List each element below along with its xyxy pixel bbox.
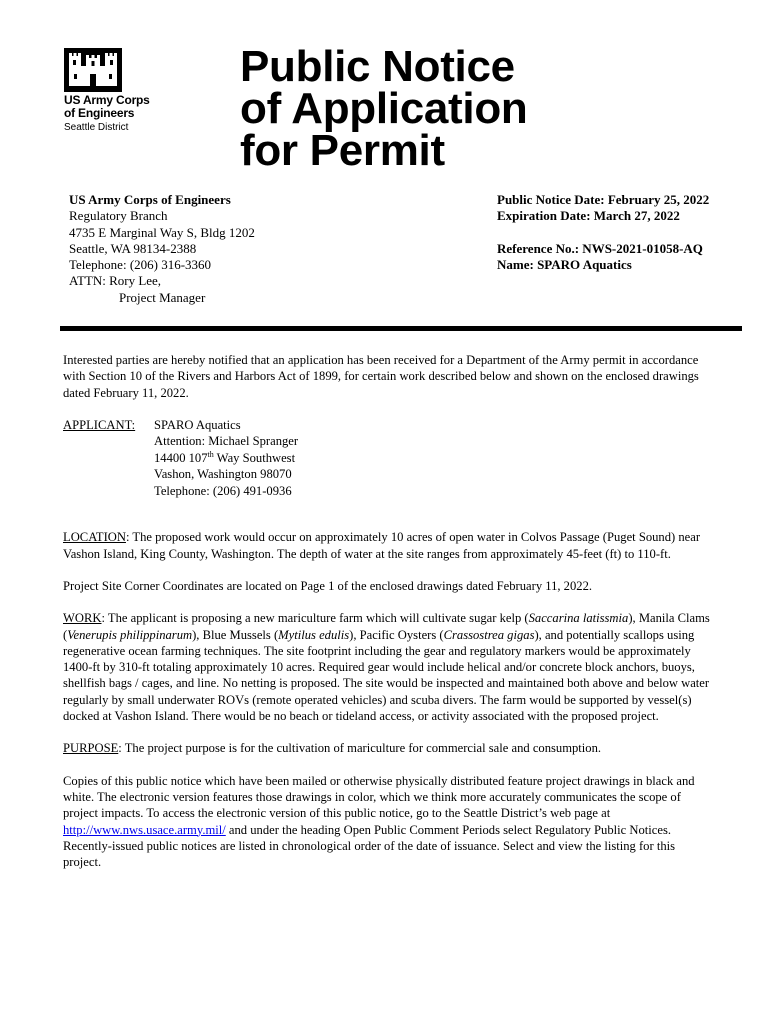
intro-paragraph: Interested parties are hereby notified that an application has been received for a Department of the Army permit in accordance with Section 10 of the Rivers and Harbors Act of 1899, for certain work described below and shown on the enclosed drawings dated February 11, 2022. (63, 353, 699, 400)
district-webpage-link[interactable]: http://www.nws.usace.army.mil/ (63, 822, 226, 837)
location-label: LOCATION (63, 530, 126, 545)
notice-body (63, 352, 713, 886)
contact-phone: Telephone: (206) 316-3360 (69, 257, 212, 273)
work-label: WORK (63, 611, 102, 626)
work-paragraph: WORK: The applicant is proposing a new mariculture farm which will cultivate sugar kelp (Saccarina latissmia), Manila Clams (Venerupis philippinarum), Blue Mussels (Mytilus edulis), Pacific Oysters (Crassostrea gigas), and potentially scallops using regenerative ocean farming techniques. The site footprint including the gear and regulatory markers would be approximately 1400-ft by 310-ft totaling approximately 10 acres. Required gear would include helical and/or concrete block anchors, buoys, shellfish bags / cages, and line. No netting is proposed. The site would be inspected and maintained both above and below water regularly by small underwater ROVs (remote operated vehicles) and scuba divers. The farm would be supported by vessel(s) docked at Vashon Island. There would be no beach or tideland access, or activity associated with the proposed project. (63, 611, 710, 724)
expiration-date: Expiration Date: March 27, 2022 (497, 208, 680, 224)
copies-paragraph: Copies of this public notice which have been mailed or otherwise physically distributed feature project drawings in black and white. The electronic version features those drawings in color, which we think more accurately communicates the scope of project impacts. To access the electronic version of this public notice, go to the Seattle District’s web page at http://www.nws.usace.army.mil/ and under the heading Open Public Comment Periods select Regulatory Public Notices. Recently-issued public notices are listed in chronological order of the date of issuance. Select and view the listing for this project. (63, 773, 695, 870)
contact-org: US Army Corps of Engineers (69, 192, 231, 207)
applicant-city: Vashon, Washington 98070 (154, 467, 292, 482)
castle-icon (64, 48, 122, 92)
applicant-name: SPARO Aquatics (154, 417, 241, 432)
usace-logo (64, 48, 174, 136)
purpose-paragraph: PURPOSE: The project purpose is for the cultivation of mariculture for commercial sale and consumption. (63, 741, 602, 756)
contact-attn: ATTN: Rory Lee, (69, 273, 162, 289)
coordinates-paragraph: Project Site Corner Coordinates are located on Page 1 of the enclosed drawings dated February 11, 2022. (63, 578, 593, 593)
title-line-2: of Application (240, 84, 528, 133)
logo-text-line1: US Army Corps (64, 93, 150, 107)
contact-city: Seattle, WA 98134-2388 (69, 240, 197, 256)
page-title (240, 42, 528, 175)
project-name: Name: SPARO Aquatics (497, 256, 632, 272)
title-line-1: Public Notice (240, 42, 515, 91)
logo-text-line2: of Engineers (64, 106, 135, 120)
applicant-attention: Attention: Michael Spranger (154, 434, 299, 449)
applicant-details (154, 417, 298, 500)
contact-branch: Regulatory Branch (69, 208, 168, 224)
contact-role: Project Manager (119, 289, 206, 305)
applicant-section (63, 417, 713, 500)
reference-number: Reference No.: NWS-2021-01058-AQ (497, 240, 703, 256)
notice-info-block (497, 192, 709, 273)
title-line-3: for Permit (240, 126, 445, 175)
header-divider (60, 326, 742, 331)
notice-date: Public Notice Date: February 25, 2022 (497, 192, 710, 207)
applicant-street: 14400 107th Way Southwest (154, 449, 296, 465)
purpose-label: PURPOSE (63, 741, 119, 756)
applicant-label: APPLICANT: (63, 417, 136, 432)
applicant-phone: Telephone: (206) 491-0936 (154, 483, 292, 498)
contact-block (69, 192, 255, 306)
location-paragraph: LOCATION: The proposed work would occur on approximately 10 acres of open water in Colvos Passage (Puget Sound) near Vashon Island, King County, Washington. The depth of water at the site ranges from approximately 45-feet (ft) to 110-ft. (63, 530, 701, 561)
logo-district: Seattle District (64, 122, 129, 133)
contact-address: 4735 E Marginal Way S, Bldg 1202 (69, 224, 255, 240)
